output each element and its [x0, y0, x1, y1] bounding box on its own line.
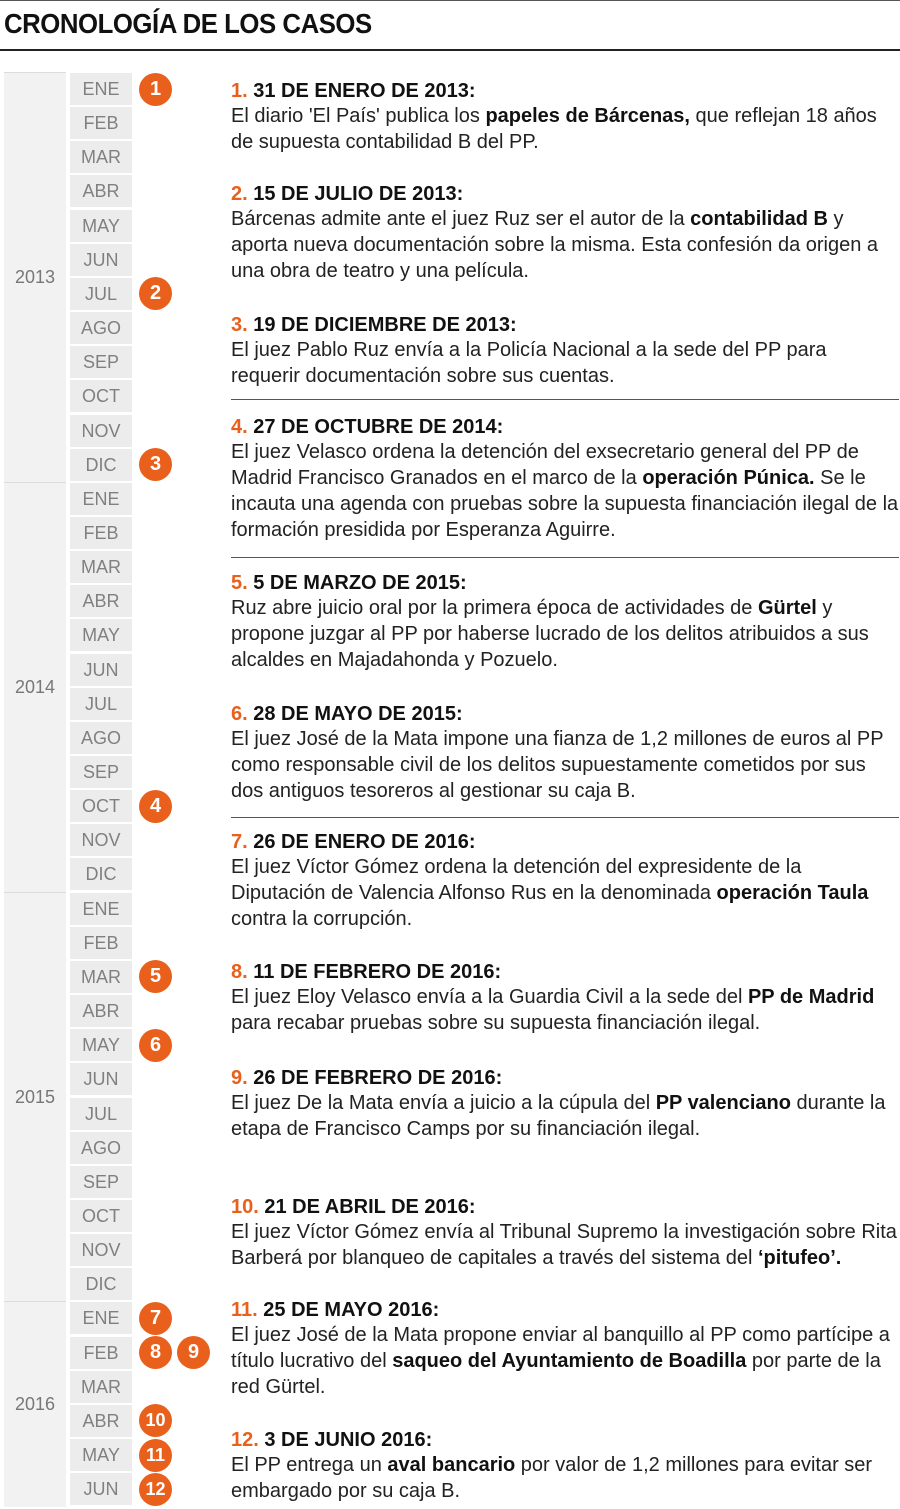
event-text: El diario 'El País' publica los: [231, 105, 486, 127]
event-marker-10: 10: [139, 1404, 172, 1437]
month-cell: FEB: [70, 107, 132, 139]
event-heading: [231, 830, 900, 854]
event-number: 5.: [231, 572, 248, 594]
month-cell: MAR: [70, 1371, 132, 1403]
event-item-3: [231, 313, 900, 389]
year-label: 2015: [14, 1086, 56, 1107]
event-date: 31 DE ENERO DE 2013:: [253, 80, 476, 102]
event-heading: [231, 1298, 900, 1322]
event-item-2: [231, 182, 900, 284]
event-text: El juez Eloy Velasco envía a la Guardia Civil a la sede del: [231, 986, 748, 1008]
event-date: 15 DE JULIO DE 2013:: [253, 183, 464, 205]
event-date: 26 DE ENERO DE 2016:: [253, 831, 476, 853]
event-item-11: [231, 1298, 900, 1400]
event-description: [231, 337, 900, 389]
month-cell: JUN: [70, 1473, 132, 1505]
title-rule: [0, 49, 900, 51]
month-cell: MAR: [70, 961, 132, 993]
event-highlight: operación Taula: [716, 882, 869, 904]
month-cell: MAY: [70, 1029, 132, 1061]
month-cell: NOV: [70, 415, 132, 447]
month-cell: ENE: [70, 73, 132, 105]
event-highlight: papeles de Bárcenas,: [485, 105, 690, 127]
year-label: 2014: [14, 676, 56, 697]
event-number: 8.: [231, 961, 248, 983]
event-heading: [231, 1066, 900, 1090]
event-marker-7: 7: [139, 1302, 172, 1335]
month-cell: ABR: [70, 995, 132, 1027]
event-description: [231, 206, 900, 284]
month-cell: OCT: [70, 380, 132, 412]
event-description: [231, 854, 900, 932]
event-text: durante la etapa de Francisco Camps por su financiación ilegal.: [231, 1092, 886, 1140]
event-date: 25 DE MAYO 2016:: [263, 1299, 440, 1321]
month-cell: AGO: [70, 312, 132, 344]
event-number: 3.: [231, 314, 248, 336]
month-cell: FEB: [70, 927, 132, 959]
top-rule: [0, 0, 900, 1]
event-text: Se le incauta una agenda con pruebas sobre la supuesta financiación ilegal de la formación presidida por Esperanza Aguirre.: [231, 467, 899, 541]
event-heading: [231, 182, 900, 206]
event-number: 10.: [231, 1196, 259, 1218]
event-heading: [231, 1195, 900, 1219]
event-heading: [231, 313, 900, 337]
event-text: El juez José de la Mata impone una fianza de 1,2 millones de euros al PP como responsable civil de los delitos supuestamente cometidos por sus dos antiguos tesoreros al gestionar su caja B.: [231, 728, 884, 802]
event-heading: [231, 571, 900, 595]
event-marker-1: 1: [139, 73, 172, 106]
event-item-1: [231, 79, 900, 155]
month-cell: JUN: [70, 244, 132, 276]
event-text: que reflejan 18 años de supuesta contabilidad B del PP.: [231, 105, 877, 153]
event-marker-11: 11: [139, 1439, 172, 1472]
event-text: por parte de la red Gürtel.: [231, 1350, 881, 1398]
event-text: El juez Velasco ordena la detención del exsecretario general del PP de Madrid Francisco Granados en el marco de la: [231, 441, 859, 489]
event-highlight: Gürtel: [757, 597, 817, 619]
month-cell: OCT: [70, 790, 132, 822]
event-number: 12.: [231, 1429, 259, 1451]
event-marker-12: 12: [139, 1473, 172, 1506]
month-cell: SEP: [70, 346, 132, 378]
event-item-8: [231, 960, 900, 1036]
month-cell: FEB: [70, 1337, 132, 1369]
event-marker-9: 9: [177, 1336, 210, 1369]
month-cell: FEB: [70, 517, 132, 549]
event-heading: [231, 960, 900, 984]
event-item-6: [231, 702, 900, 804]
event-marker-4: 4: [139, 790, 172, 823]
month-cell: JUL: [70, 688, 132, 720]
month-cell: AGO: [70, 722, 132, 754]
month-cell: ABR: [70, 585, 132, 617]
month-cell: JUN: [70, 654, 132, 686]
event-marker-3: 3: [139, 448, 172, 481]
event-divider: [231, 557, 899, 558]
month-cell: MAR: [70, 141, 132, 173]
month-cell: MAY: [70, 1439, 132, 1471]
event-highlight: saqueo del Ayuntamiento de Boadilla: [392, 1350, 747, 1372]
month-cell: ENE: [70, 893, 132, 925]
event-description: [231, 439, 900, 543]
event-text: y aporta nueva documentación sobre la misma. Esta confesión da origen a una obra de teatro y una película.: [231, 208, 879, 282]
event-date: 19 DE DICIEMBRE DE 2013:: [253, 314, 517, 336]
event-description: [231, 984, 900, 1036]
event-highlight: PP valenciano: [655, 1092, 791, 1114]
month-cell: MAY: [70, 210, 132, 242]
event-text: contra la corrupción.: [231, 908, 413, 930]
event-highlight: operación Púnica.: [642, 467, 815, 489]
event-item-9: [231, 1066, 900, 1142]
month-cell: AGO: [70, 1132, 132, 1164]
event-highlight: contabilidad B: [690, 208, 828, 230]
month-cell: ENE: [70, 483, 132, 515]
event-marker-6: 6: [139, 1029, 172, 1062]
month-cell: JUL: [70, 278, 132, 310]
event-date: 11 DE FEBRERO DE 2016:: [253, 961, 502, 983]
event-description: [231, 103, 900, 155]
event-text: El PP entrega un: [231, 1454, 388, 1476]
event-date: 3 DE JUNIO 2016:: [264, 1429, 433, 1451]
month-cell: DIC: [70, 1268, 132, 1300]
event-heading: [231, 415, 900, 439]
month-cell: ABR: [70, 175, 132, 207]
event-date: 27 DE OCTUBRE DE 2014:: [253, 416, 504, 438]
month-cell: MAR: [70, 551, 132, 583]
event-item-4: [231, 415, 900, 543]
event-item-5: [231, 571, 900, 673]
event-number: 7.: [231, 831, 248, 853]
event-number: 1.: [231, 80, 248, 102]
event-number: 9.: [231, 1067, 248, 1089]
event-description: [231, 595, 900, 673]
event-text: El juez José de la Mata propone enviar al banquillo al PP como partícipe a título lucrativo del: [231, 1324, 890, 1372]
event-heading: [231, 1428, 900, 1452]
month-cell: DIC: [70, 449, 132, 481]
event-number: 6.: [231, 703, 248, 725]
event-highlight: ‘pitufeo’.: [757, 1247, 842, 1269]
month-cell: MAY: [70, 619, 132, 651]
event-date: 26 DE FEBRERO DE 2016:: [253, 1067, 503, 1089]
event-marker-2: 2: [139, 277, 172, 310]
event-text: para recabar pruebas sobre su supuesta financiación ilegal.: [231, 1012, 761, 1034]
month-cell: ABR: [70, 1405, 132, 1437]
event-heading: [231, 702, 900, 726]
event-description: [231, 1090, 900, 1142]
month-cell: DIC: [70, 858, 132, 890]
event-text: por valor de 1,2 millones para evitar ser embargado por su caja B.: [231, 1454, 873, 1502]
page-title: CRONOLOGÍA DE LOS CASOS: [4, 8, 372, 39]
event-divider: [231, 399, 899, 400]
month-cell: SEP: [70, 1166, 132, 1198]
event-text: Ruz abre juicio oral por la primera época de actividades de: [231, 597, 758, 619]
year-label: 2016: [14, 1393, 56, 1414]
event-text: Bárcenas admite ante el juez Ruz ser el autor de la: [231, 208, 691, 230]
event-heading: [231, 79, 900, 103]
event-date: 5 DE MARZO DE 2015:: [253, 572, 467, 594]
event-date: 28 DE MAYO DE 2015:: [253, 703, 463, 725]
year-label: 2013: [14, 266, 56, 287]
event-description: [231, 1452, 900, 1504]
event-highlight: aval bancario: [387, 1454, 516, 1476]
month-cell: NOV: [70, 1234, 132, 1266]
event-date: 21 DE ABRIL DE 2016:: [264, 1196, 476, 1218]
event-text: El juez Víctor Gómez envía al Tribunal Supremo la investigación sobre Rita Barberá por blanqueo de capitales a través del sistema del: [231, 1221, 897, 1269]
event-text: El juez De la Mata envía a juicio a la cúpula del: [231, 1092, 656, 1114]
event-description: [231, 726, 900, 804]
event-marker-5: 5: [139, 960, 172, 993]
event-divider: [231, 817, 899, 818]
event-number: 2.: [231, 183, 248, 205]
event-text: El juez Pablo Ruz envía a la Policía Nacional a la sede del PP para requerir documentación sobre sus cuentas.: [231, 339, 827, 387]
month-cell: NOV: [70, 824, 132, 856]
event-text: y propone juzgar al PP por haberse lucrado de los delitos atribuidos a sus alcaldes en Majadahonda y Pozuelo.: [231, 597, 869, 671]
month-cell: ENE: [70, 1302, 132, 1334]
month-cell: JUN: [70, 1063, 132, 1095]
month-cell: SEP: [70, 756, 132, 788]
event-item-12: [231, 1428, 900, 1504]
event-number: 11.: [231, 1299, 258, 1321]
event-text: El juez Víctor Gómez ordena la detención del expresidente de la Diputación de Valencia Alfonso Rus en la denominada: [231, 856, 802, 904]
month-cell: OCT: [70, 1200, 132, 1232]
month-cell: JUL: [70, 1098, 132, 1130]
event-description: [231, 1322, 900, 1400]
event-description: [231, 1219, 900, 1271]
event-marker-8: 8: [139, 1336, 172, 1369]
event-item-10: [231, 1195, 900, 1271]
event-number: 4.: [231, 416, 248, 438]
event-highlight: PP de Madrid: [747, 986, 875, 1008]
event-item-7: [231, 830, 900, 932]
